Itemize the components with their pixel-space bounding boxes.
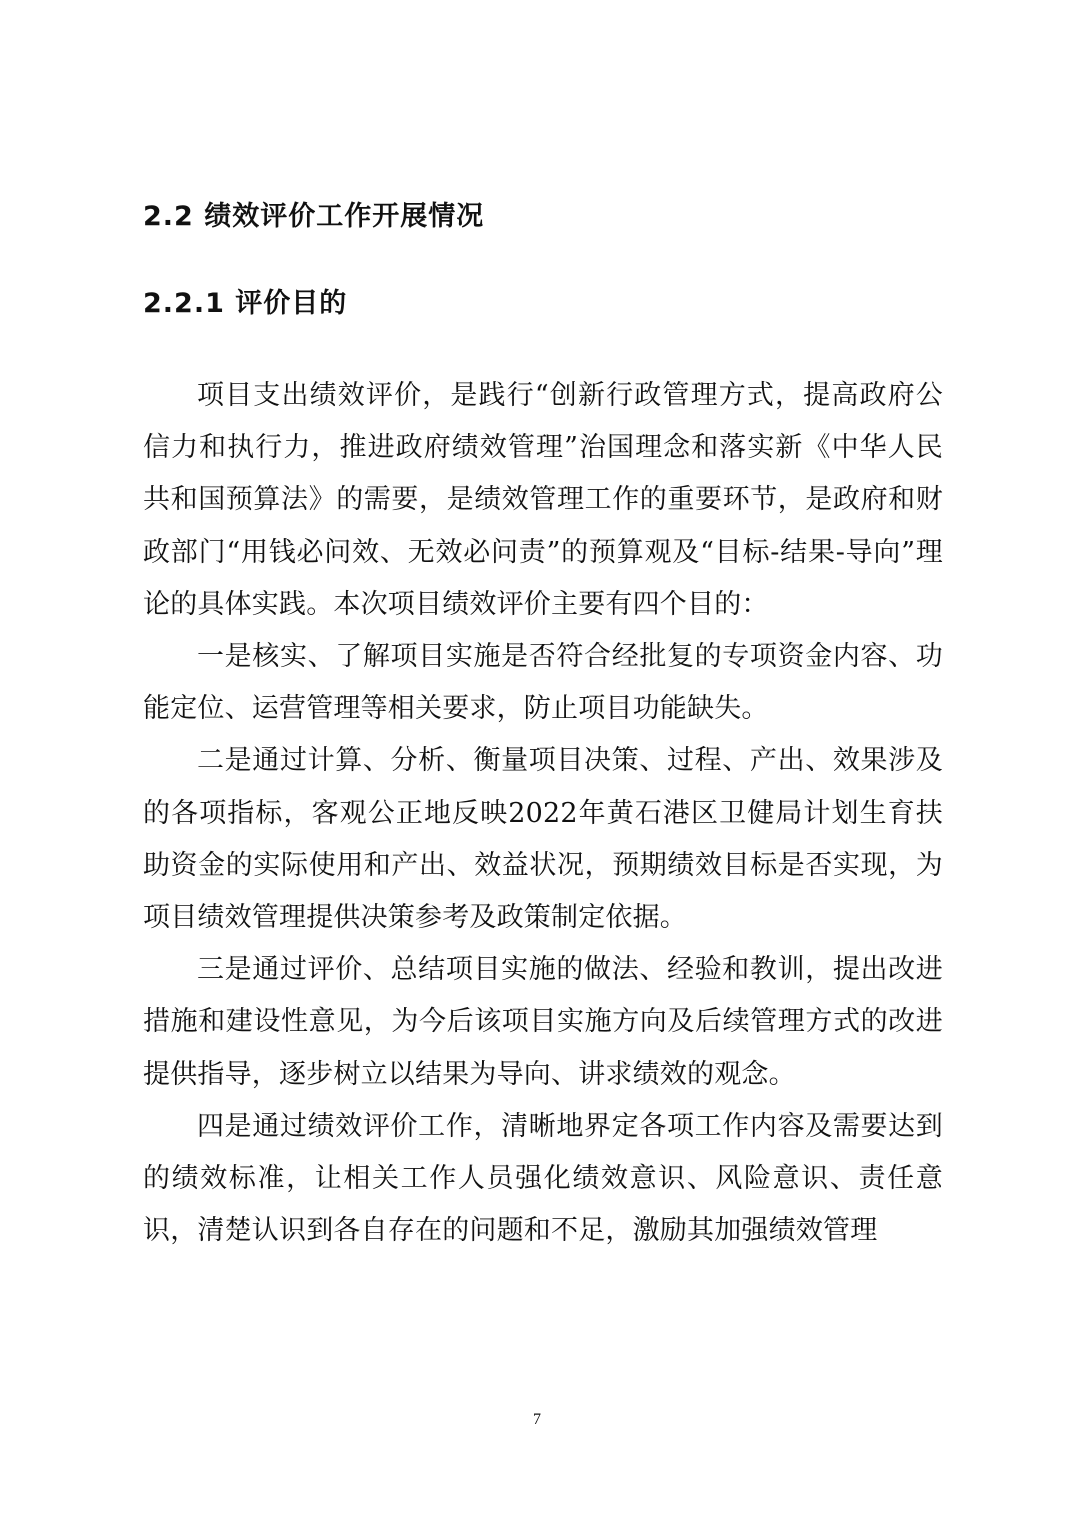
page-number: 7 xyxy=(533,1411,541,1428)
body-text xyxy=(143,370,943,1257)
paragraph-purpose-3: 三是通过评价、总结项目实施的做法、经验和教训，提出改进措施和建设性意见，为今后该项目实施方向及后续管理方式的改进提供指导，逐步树立以结果为导向、讲求绩效的观念。 xyxy=(143,954,943,1090)
subsection-heading: 2.2.1 评价目的 xyxy=(143,288,348,319)
paragraph-purpose-4: 四是通过绩效评价工作，清晰地界定各项工作内容及需要达到的绩效标准，让相关工作人员强化绩效意识、风险意识、责任意识，清楚认识到各自存在的问题和不足，激励其加强绩效管理 xyxy=(143,1110,943,1247)
paragraph-intro: 项目支出绩效评价，是践行“创新行政管理方式，提高政府公信力和执行力，推进政府绩效管理”治国理念和落实新《中华人民共和国预算法》的需要，是绩效管理工作的重要环节，是政府和财政部门“用钱必问效、无效必问责”的预算观及“目标-结果-导向”理论的具体实践。本次项目绩效评价主要有四个目的： xyxy=(143,380,943,620)
paragraph-purpose-2: 二是通过计算、分析、衡量项目决策、过程、产出、效果涉及的各项指标，客观公正地反映2022年黄石港区卫健局计划生育扶助资金的实际使用和产出、效益状况，预期绩效目标是否实现，为项目绩效管理提供决策参考及政策制定依据。 xyxy=(143,745,943,934)
paragraph-purpose-1: 一是核实、了解项目实施是否符合经批复的专项资金内容、功能定位、运营管理等相关要求，防止项目功能缺失。 xyxy=(143,641,943,725)
section-heading: 2.2 绩效评价工作开展情况 xyxy=(143,201,485,232)
